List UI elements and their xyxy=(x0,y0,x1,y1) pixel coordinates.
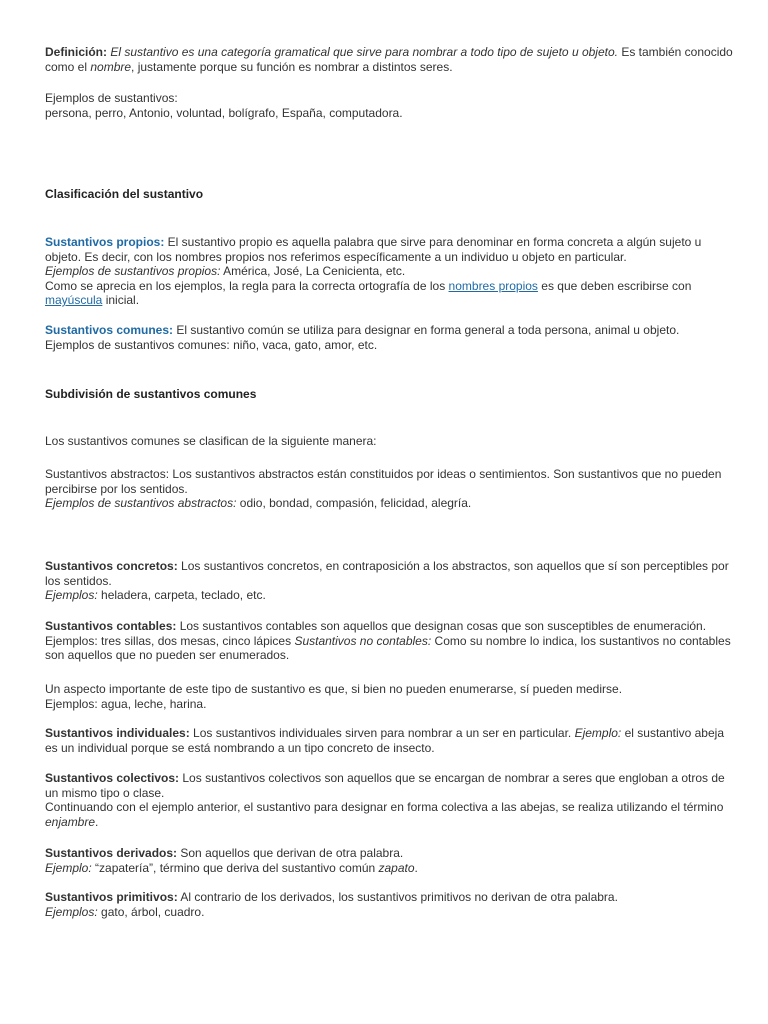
propios-ejemplos-text: América, José, La Cenicienta, etc. xyxy=(220,264,406,279)
aspecto-line-2: Ejemplos: agua, leche, harina. xyxy=(45,696,207,711)
primitivos-label: Sustantivos primitivos: xyxy=(45,890,178,904)
derivados-zapato: zapato xyxy=(378,860,415,875)
abstractos-text: Sustantivos abstractos: Los sustantivos abstractos están constituidos por ideas o sentimientos. Son sustantivos que no pueden percibirse por los sentidos. xyxy=(45,467,722,496)
derivados-text: Son aquellos que derivan de otra palabra. xyxy=(177,846,404,860)
intro-paragraph: Los sustantivos comunes se clasifican de la siguiente manera: xyxy=(45,434,377,448)
colectivos-cont-end: . xyxy=(95,814,99,829)
aspecto-line-1: Un aspecto importante de este tipo de sustantivo es que, si bien no pueden enumerarse, sí pueden medirse. xyxy=(45,682,623,696)
derivados-ejemplo-end: . xyxy=(414,860,418,875)
individuales-ejemplo-text: el sustantivo abeja es un individual porque se está nombrando a un tipo concreto de insecto. xyxy=(45,726,724,755)
definicion-italic: El sustantivo es una categoría gramatical que sirve para nombrar a todo tipo de sujeto u objeto. xyxy=(110,45,618,59)
derivados-label: Sustantivos derivados: xyxy=(45,846,178,860)
propios-regla-text-1: Como se aprecia en los ejemplos, la regla para la correcta ortografía de los xyxy=(45,278,449,293)
primitivos-ejemplos-text: gato, árbol, cuadro. xyxy=(97,904,205,919)
individuales-text: Los sustantivos individuales sirven para nombrar a un ser en particular. xyxy=(189,726,575,740)
abstractos-ejemplos-label: Ejemplos de sustantivos abstractos: xyxy=(45,496,237,511)
definicion-label: Definición: xyxy=(45,45,107,59)
concretos-label: Sustantivos concretos: xyxy=(45,559,178,573)
primitivos-paragraph xyxy=(45,890,735,919)
contables-label: Sustantivos contables: xyxy=(45,619,177,633)
colectivos-paragraph xyxy=(45,771,735,829)
colectivos-label: Sustantivos colectivos: xyxy=(45,771,180,785)
concretos-paragraph xyxy=(45,559,735,603)
propios-text: El sustantivo propio es aquella palabra que sirve para denominar en forma concreta a algún sujeto u objeto. Es decir, con los nombres propios nos referimos específicamente a un individuo u objeto en particular. xyxy=(45,235,702,264)
propios-ejemplos-label: Ejemplos de sustantivos propios: xyxy=(45,264,221,279)
derivados-paragraph xyxy=(45,846,735,875)
abstractos-paragraph xyxy=(45,467,735,511)
individuales-ejemplo-label: Ejemplo: xyxy=(574,726,622,740)
colectivos-cont-text: Continuando con el ejemplo anterior, el sustantivo para designar en forma colectiva a las abejas, se realiza utilizando el término xyxy=(45,800,724,815)
no-contables-label: Sustantivos no contables: xyxy=(294,633,432,648)
concretos-text: Los sustantivos concretos, en contraposición a los abstractos, son aquellos que sí son perceptibles por los sentidos. xyxy=(45,559,729,588)
definicion-text-2: , justamente porque su función es nombrar a distintos seres. xyxy=(131,59,453,74)
derivados-ejemplo-text: “zapatería”, término que deriva del sustantivo común xyxy=(91,860,379,875)
derivados-ejemplo-label: Ejemplo: xyxy=(45,860,92,875)
individuales-paragraph xyxy=(45,726,735,755)
subdivision-heading: Subdivisión de sustantivos comunes xyxy=(45,387,257,401)
mayuscula-link[interactable]: mayúscula xyxy=(45,293,103,308)
definicion-text-1: Es también conocido como el xyxy=(45,45,733,74)
comunes-paragraph xyxy=(45,323,735,352)
concretos-ejemplos-label: Ejemplos: xyxy=(45,588,98,603)
definicion-paragraph xyxy=(45,45,735,74)
propios-regla-text-3: inicial. xyxy=(102,293,140,308)
comunes-text: El sustantivo común se utiliza para designar en forma general a toda persona, animal u objeto. xyxy=(173,323,680,337)
concretos-ejemplos-text: heladera, carpeta, teclado, etc. xyxy=(97,588,266,603)
colectivos-enjambre: enjambre xyxy=(45,814,96,829)
ejemplos-paragraph xyxy=(45,91,735,120)
definicion-nombre: nombre xyxy=(90,59,132,74)
comunes-ejemplos: Ejemplos de sustantivos comunes: niño, vaca, gato, amor, etc. xyxy=(45,337,378,352)
propios-paragraph xyxy=(45,235,735,308)
abstractos-ejemplos-text: odio, bondad, compasión, felicidad, alegría. xyxy=(236,496,472,511)
ejemplos-line-2: persona, perro, Antonio, voluntad, bolígrafo, España, computadora. xyxy=(45,105,403,120)
clasificacion-heading: Clasificación del sustantivo xyxy=(45,187,204,201)
propios-regla-text-2: es que deben escribirse con xyxy=(537,278,692,293)
contables-text: Los sustantivos contables son aquellos que designan cosas que son susceptibles de enumeración. Ejemplos: tres sillas, dos mesas, cinco lápices xyxy=(45,619,707,648)
propios-label: Sustantivos propios: xyxy=(45,235,165,249)
contables-paragraph xyxy=(45,619,735,663)
no-contables-text: Como su nombre lo indica, los sustantivos no contables son aquellos que no pueden ser enumerados. xyxy=(45,633,731,663)
ejemplos-line-1: Ejemplos de sustantivos: xyxy=(45,91,178,105)
colectivos-text: Los sustantivos colectivos son aquellos que se encargan de nombrar a seres que engloban a otros de un mismo tipo o clase. xyxy=(45,771,725,800)
comunes-label: Sustantivos comunes: xyxy=(45,323,174,337)
aspecto-paragraph xyxy=(45,682,735,711)
individuales-label: Sustantivos individuales: xyxy=(45,726,190,740)
primitivos-text: Al contrario de los derivados, los sustantivos primitivos no derivan de otra palabra. xyxy=(177,890,618,904)
primitivos-ejemplos-label: Ejemplos: xyxy=(45,904,98,919)
nombres-propios-link[interactable]: nombres propios xyxy=(448,278,538,293)
